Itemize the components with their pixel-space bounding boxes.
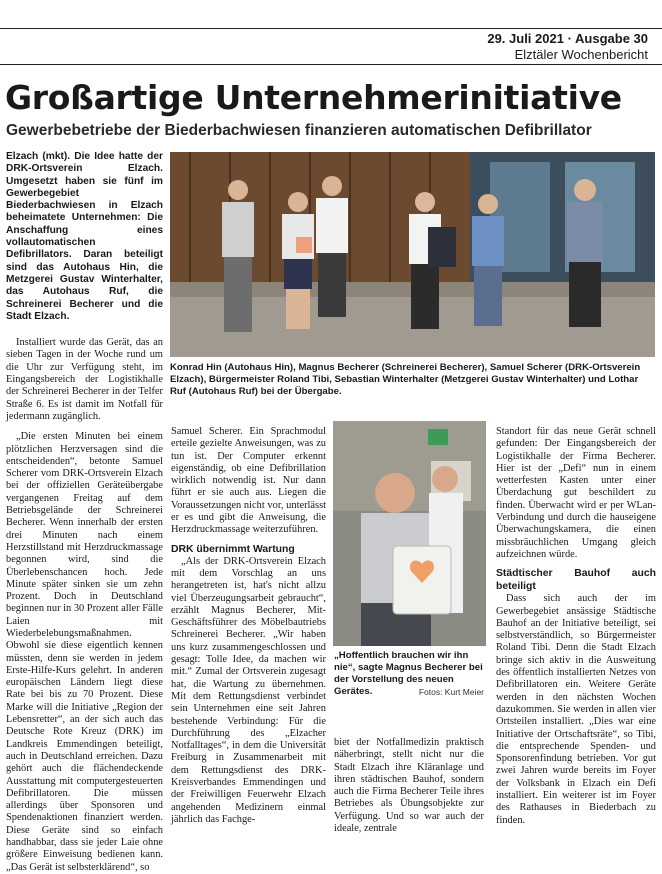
article-subhead: Gewerbebetriebe der Biederbachwiesen finanzieren automatischen Defibrillator [6, 122, 592, 139]
newspaper-name: Elztäler Wochenbericht [514, 47, 648, 62]
masthead-bottom-rule [0, 64, 662, 65]
photo-caption-2: „Hoffentlich brauchen wir ihn nie“, sagte Magnus Becherer bei der Vorstellung des neuen Gerätes. [334, 650, 483, 697]
paragraph: Standort für das neue Gerät schnell gefunden: Der Eingangsbereich der Logistikhalle der Firma Becherer. Hier ist der „Defi“ nun in einem wetterfesten Kasten unter einer Überdachung gut beschildert zu finden. Überwacht wird er per WLan-Verbindung und durch die hauseigene Überwachungskamera, die einen missbräuchlichen Umgang gleich aufzeichnen würde. [496, 426, 656, 560]
masthead-top-rule [0, 28, 662, 29]
paragraph: Installiert wurde das Gerät, das an sieben Tagen in der Woche rund um die Uhr zur Verfügung steht, im Eingangsbereich der Logistikhalle der Schreinerei Becherer in der Telfer Straße 6. Es ist damit im Notfall für jedermann zugänglich. [6, 337, 163, 422]
article-lead: Elzach (mkt). Die Idee hatte der DRK-Ortsverein Elzach. Umgesetzt haben sie fünf im Gewerbegebiet Biederbachwiesen in Elzach beheimatete Unternehmen: Die Anschaffung eines vollautomatischen Defibrillators. Daran beteiligt sind das Autohaus Hin, die Metzgerei Gustav Winterhalter, das Autohaus Ruf, die Schreinerei Becherer und die Stadt Elzach. [6, 151, 163, 322]
photo-caption-1: Konrad Hin (Autohaus Hin), Magnus Becherer (Schreinerei Becherer), Samuel Scherer (DRK-Ortsverein Elzach), Bürgermeister Roland Tibi, Sebastian Winterhalter (Metzgerei Gustav Winterhalter) und Lothar Ruf (Autohaus Ruf) bei der Übergabe. [170, 362, 641, 397]
article-column-3 [334, 737, 484, 837]
paragraph: „Als der DRK-Ortsverein Elzach mit dem Vorschlag an uns herangetreten ist, hat's nicht allzu viel Überzeugungsarbeit gebraucht“, erzählt Magnus Becherer, Mit-Geschäftsführer des Möbelbautriebs Schreinerei Becherer. „Wir haben uns kurz zusammengeschlossen und gesagt: Tolle Idee, da machen wir mit.“ Zumal der Ortsverein zugesagt hat, die Wartung zu übernehmen. Mit dem Rettungsdienst verbindet sein Unternehmen eine seit Jahren bestehende Verbindung: Für die Durchführung des „Elzacher Notfalltages“, in dem die Universität Freiburg in Zusammenarbeit mit dem Rettungsdienst des DRK-Kreisverbandes Emmendingen und der Freiwilligen Feuerwehr Elzach angehenden Medizinern einmal jährlich das Fachge- [171, 555, 326, 825]
section-heading: Städtischer Bauhof auch beteiligt [496, 568, 656, 593]
defibrillator-photo [333, 421, 486, 646]
group-photo [170, 152, 655, 357]
article-column-1 [6, 151, 163, 873]
paragraph: „Die ersten Minuten bei einem plötzlichen Herzversagen sind die entscheidenden“, betonte Samuel Scherer vom DRK-Ortsverein Elzach bei der offiziellen Geräteübergabe vergangenen Freitag auf dem Betriebsgelände der Schreinerei Becherer. Wenn innerhalb der ersten drei Minuten nach einem Herzstillstand mit Herzdruckmassage begonnen wird, sind die Überlebenschancen hoch. Jede Minute später sinken sie um zehn Prozent. Doch in Deutschland beginnen nur in 30 Prozent aller Fälle Laien mit Wiederbelebungsmaßnahmen. Obwohl sie diese eigentlich kennen müssten, denn sie werden in jedem Erste-Hilfe-Kurs gelehrt. In anderen europäischen Ländern liegt diese Rate bei bis zu 70 Prozent. Diese Marke will die Initiative „Region der Lebensretter“, an der sich auch das Deutsche Rote Kreuz (DRK) im Landkreis Emmendingen beteiligt, auch in Deutschland erreichen. Dazu gehört auch die flächendeckende Ausstattung mit computergesteuerten Defibrillatoren. Die müssen allerdings über Sponsoren und Spendenaktionen finanziert werden. Diese Geräte sind so einfach handhabbar, dass sie jeder Laie ohne größere Einweisung bedienen kann. „Das Gerät ist selbsterklärend“, so [6, 431, 163, 873]
group-photo-illustration [170, 152, 655, 357]
photo-credit: Fotos: Kurt Meier [418, 687, 484, 697]
section-heading: DRK übernimmt Wartung [171, 543, 295, 555]
defibrillator-photo-illustration [333, 421, 486, 646]
paragraph: Dass sich auch der im Gewerbegebiet ansässige Städtische Bauhof an der Initiative beteiligt, sei selbstverständlich, so Bürgermeister Roland Tibi. Denn die Stadt Elzach bringe sich aktiv in die Ausweitung des öffentlich installierten Netzes von Defibrillatoren ein. Weitere Geräte werden in den nächsten Wochen dazukommen. Sie werden in allen vier Ortsteilen installiert. „Dies war eine Initiative der Ortschaftsräte“, so Tibi, die entsprechende Spenden- und Sponsorenfindung betrieben. Vor gut zwei Jahren wurde bereits im Foyer der Volksbank in Elzach ein Defi installiert. Ein weiterer ist im Foyer des Rathauses in Biederbach zu finden. [496, 593, 656, 826]
article-column-2 [171, 426, 326, 825]
article-headline: Großartige Unternehmerinitiative [5, 78, 622, 117]
issue-date: 29. Juli 2021 · Ausgabe 30 [487, 31, 648, 46]
paragraph: Samuel Scherer. Ein Sprachmodul erteile gezielte Anweisungen, was zu tun ist. Der Computer erkennt eigenständig, ob eine Defibrillation wirklich notwendig ist. Nur dann führt er sie auch aus. Liegen die Voraussetzungen nicht vor, unterlässt er es und gibt die Anweisung, die Herzdruckmassage weiterzuführen. [171, 426, 326, 536]
paragraph: biet der Notfallmedizin praktisch näherbringt, stellt nicht nur die Stadt Elzach ihre Kläranlage und ihren städtischen Bauhof, sondern auch die Firma Becherer Teile ihres Betriebes als Übungsobjekte zur Verfügung. Und so war auch der ideale, zentrale [334, 737, 484, 835]
article-column-4 [496, 426, 656, 841]
